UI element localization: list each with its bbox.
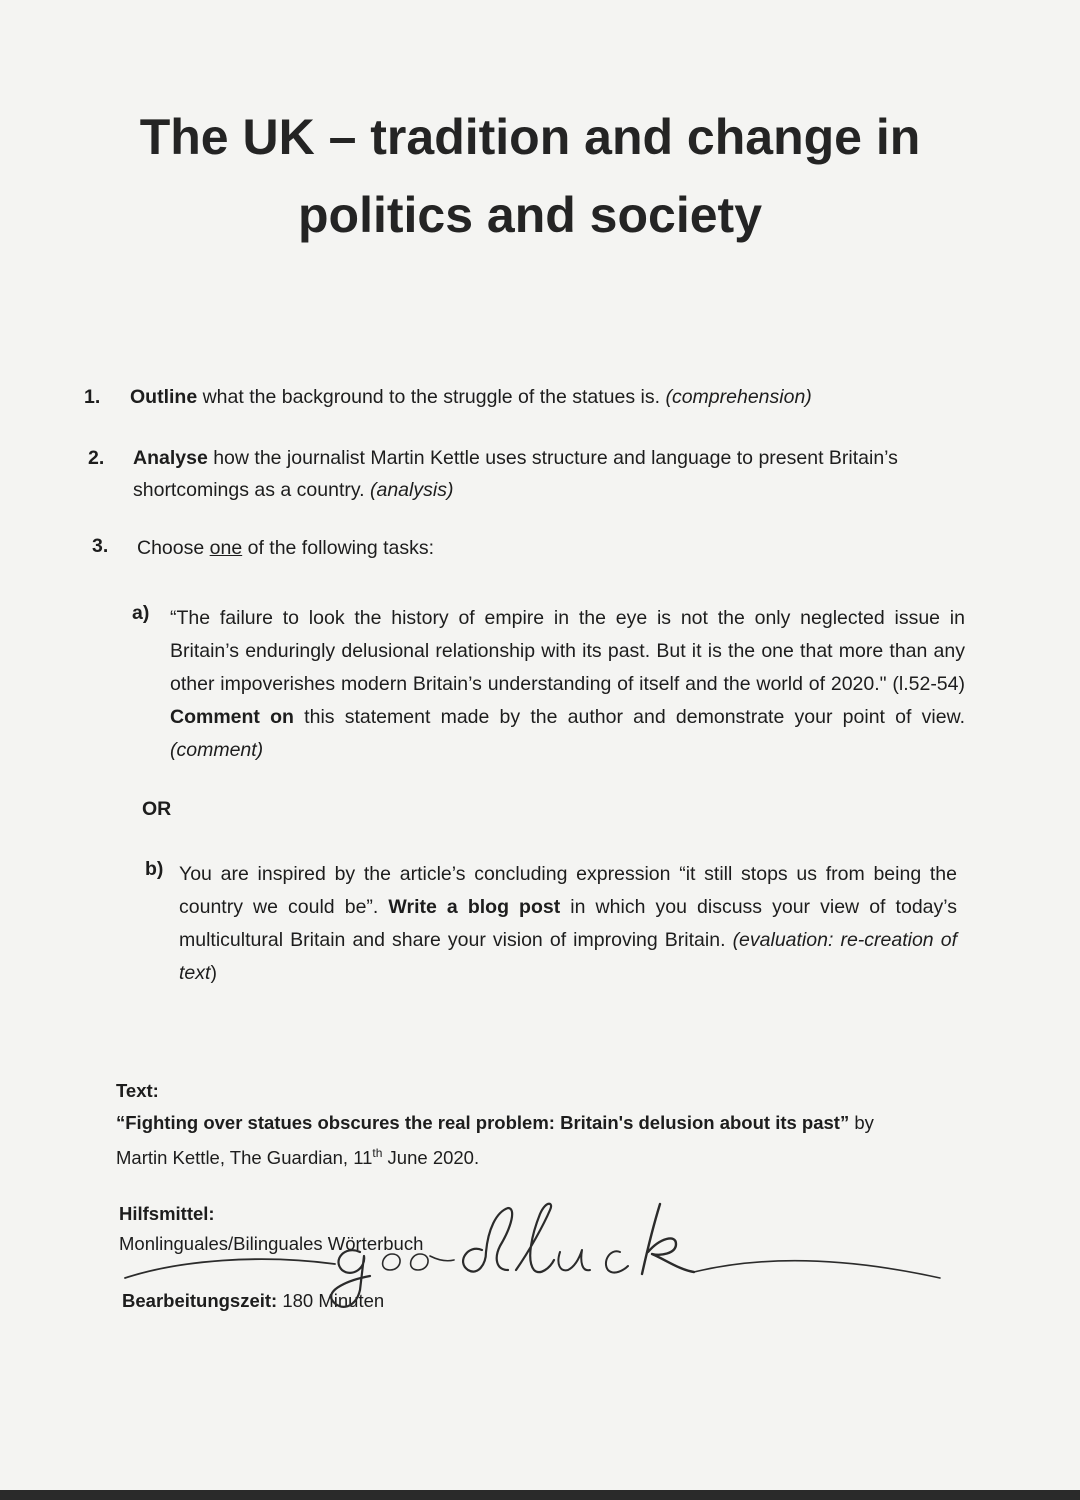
option-a-text (170, 602, 965, 767)
task-2-text (133, 442, 973, 506)
time-label: Bearbeitungszeit: (122, 1290, 278, 1311)
option-b-verb: Write a blog post (388, 896, 561, 918)
task-3-post: of the following tasks: (242, 537, 435, 559)
option-a-letter: a) (132, 602, 150, 624)
task-1-body: what the background to the struggle of the statues is. (197, 386, 666, 408)
good-luck-signature (120, 1190, 950, 1310)
title-line-2: politics and society (297, 187, 762, 243)
task-1-number: 1. (84, 386, 101, 408)
option-a-verb: Comment on (170, 706, 294, 728)
aids-value: Monlinguales/Bilinguales Wörterbuch (119, 1233, 424, 1254)
article-date: June 2020. (382, 1147, 480, 1169)
article-by: by (849, 1112, 874, 1133)
task-1-verb: Outline (130, 386, 198, 408)
title-line-1: The UK – tradition and change in (139, 109, 921, 165)
time-value: 180 Minuten (277, 1290, 385, 1311)
text-citation (116, 1107, 936, 1173)
page-title (100, 98, 960, 254)
option-b-pre: You are inspired by the article’s concluding expression “it still stops us from being the country we could be”. (179, 863, 957, 918)
task-1-text (130, 381, 990, 413)
task-2-number: 2. (88, 447, 105, 469)
option-b-close: ) (210, 962, 217, 984)
option-b-rest: in which you discuss your view of today’s multicultural Britain and share your vision of improving Britain. (179, 896, 957, 951)
article-author: Martin Kettle, The Guardian, 11 (116, 1147, 373, 1169)
task-2-body: how the journalist Martin Kettle uses structure and language to present Britain’s shortcomings as a country. (133, 447, 898, 501)
task-3-text (137, 532, 957, 564)
task-2-verb: Analyse (133, 447, 208, 469)
article-title: “Fighting over statues obscures the real problem: Britain's delusion about its past” (116, 1112, 850, 1133)
task-1-tag: (comprehension) (665, 386, 812, 408)
option-b-tag: (evaluation: re-creation of text (179, 929, 957, 984)
option-a-tag: (comment) (170, 739, 264, 761)
or-label: OR (142, 798, 172, 820)
option-b-letter: b) (145, 858, 164, 880)
article-date-suffix: th (372, 1146, 383, 1160)
option-a-rest: this statement made by the author and demonstrate your point of view. (293, 706, 965, 728)
option-a-quote: “The failure to look the history of empire in the eye is not the only neglected issue in Britain’s enduringly delusional relationship with its past. But it is the one that more than any other impoverishes modern Britain’s understanding of itself and the world of 2020." (l.52-54) (170, 607, 965, 695)
page-bottom-edge (0, 1490, 1080, 1500)
task-2-tag: (analysis) (370, 479, 454, 501)
text-label: Text: (116, 1080, 159, 1101)
option-b-text (179, 858, 957, 990)
aids-label: Hilfsmittel: (119, 1203, 215, 1224)
task-3-pre: Choose (137, 537, 210, 559)
task-3-number: 3. (92, 535, 109, 557)
task-3-underlined: one (209, 537, 243, 559)
